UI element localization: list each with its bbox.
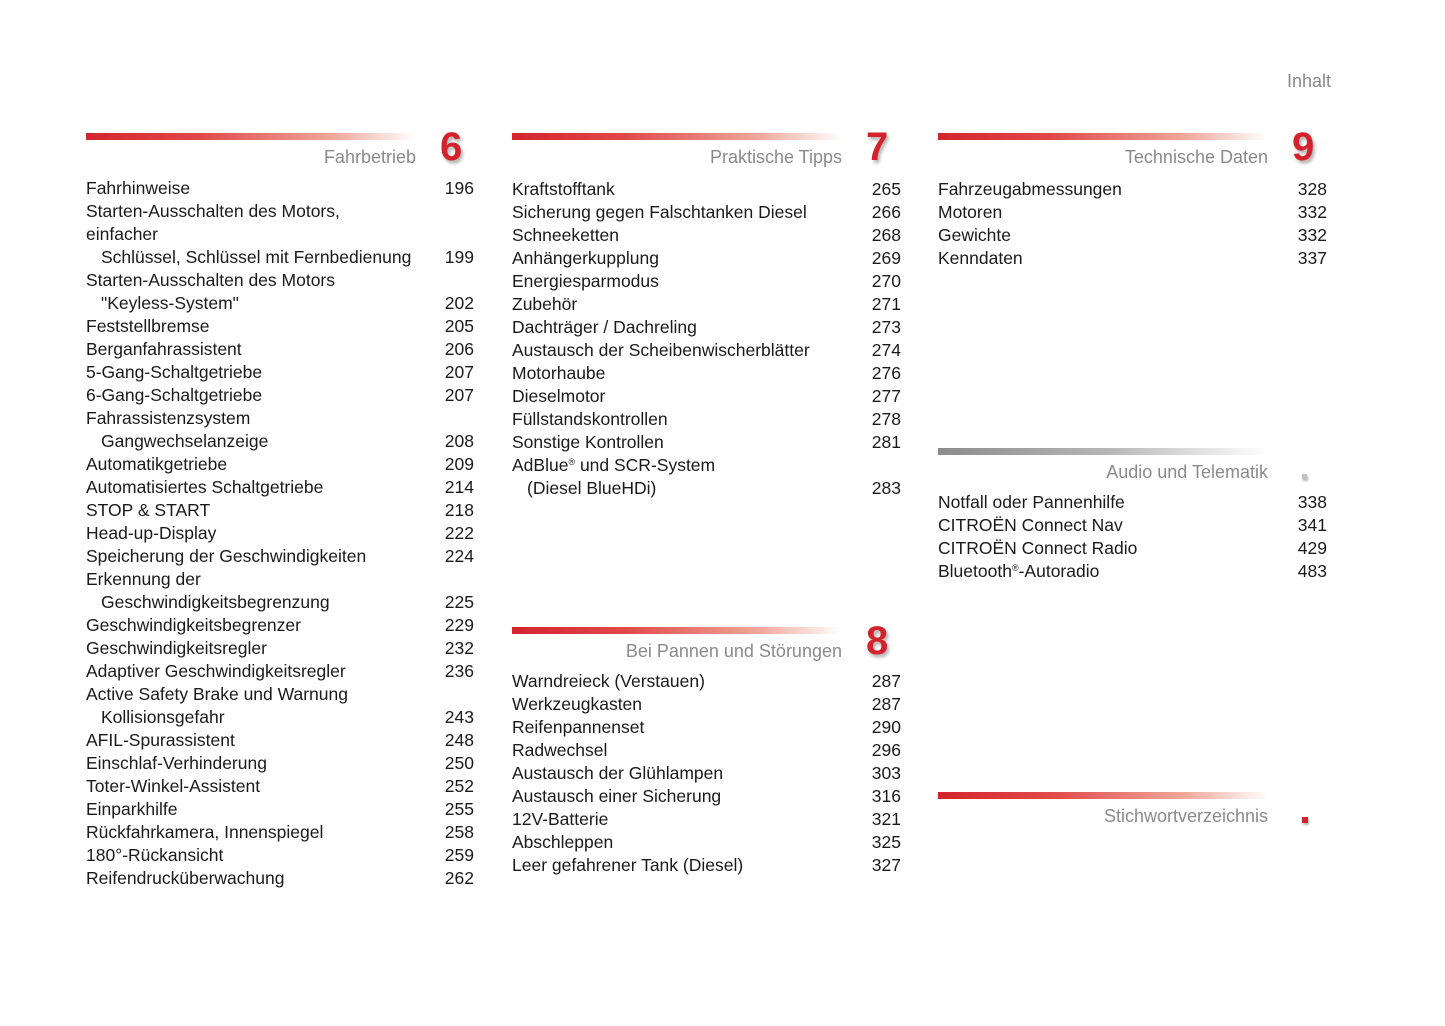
toc-entry[interactable]: Adaptiver Geschwindigkeitsregler 236 xyxy=(86,661,474,681)
toc-entry[interactable]: CITROËN Connect Radio 429 xyxy=(938,538,1327,558)
toc-entry[interactable]: Gewichte 332 xyxy=(938,225,1327,245)
toc-entry[interactable]: Geschwindigkeitsbegrenzer 229 xyxy=(86,615,474,635)
section-marker xyxy=(1302,817,1308,823)
section-title[interactable]: Audio und Telematik xyxy=(1106,462,1268,482)
section-bar xyxy=(86,133,416,140)
toc-list xyxy=(512,670,901,877)
toc-entry-adblue[interactable]: AdBlue® und SCR-System (Diesel BlueHDi) 283 xyxy=(512,455,901,498)
toc-entry[interactable]: Leer gefahrener Tank (Diesel) 327 xyxy=(512,855,901,875)
toc-entry[interactable]: 12V-Batterie 321 xyxy=(512,809,901,829)
toc-entry[interactable]: Dachträger / Dachreling 273 xyxy=(512,317,901,337)
toc-entry[interactable]: Sonstige Kontrollen 281 xyxy=(512,432,901,452)
section-title[interactable]: Bei Pannen und Störungen xyxy=(625,641,842,661)
toc-entry-bluetooth[interactable]: Bluetooth®-Autoradio 483 xyxy=(938,561,1327,581)
section-marker xyxy=(1302,474,1307,479)
toc-entry[interactable]: Head-up-Display 222 xyxy=(86,523,474,543)
toc-entry[interactable]: Zubehör 271 xyxy=(512,294,901,314)
toc-entry[interactable]: Berganfahrassistent 206 xyxy=(86,339,474,359)
toc-entry[interactable]: Starten-Ausschalten des Motors, einfacher Schlüssel, Schlüssel mit Fernbedienung 199 xyxy=(86,201,474,267)
section-audio-telematik xyxy=(938,448,1327,583)
toc-entry[interactable]: Notfall oder Pannenhilfe 338 xyxy=(938,492,1327,512)
toc-entry[interactable]: 6-Gang-Schaltgetriebe 207 xyxy=(86,385,474,405)
toc-entry[interactable]: STOP & START 218 xyxy=(86,500,474,520)
toc-entry[interactable]: Fahrhinweise 196 xyxy=(86,178,474,198)
toc-list xyxy=(938,178,1327,270)
section-number[interactable]: 8 xyxy=(866,619,889,663)
section-bar xyxy=(938,448,1268,455)
toc-entry[interactable]: Schneeketten 268 xyxy=(512,225,901,245)
toc-entry[interactable]: Active Safety Brake und Warnung Kollisionsgefahr 243 xyxy=(86,684,474,727)
toc-entry[interactable]: Erkennung der Geschwindigkeitsbegrenzung 225 xyxy=(86,569,474,612)
toc-entry[interactable]: Warndreieck (Verstauen) 287 xyxy=(512,671,901,691)
toc-entry[interactable]: 180°-Rückansicht 259 xyxy=(86,845,474,865)
toc-entry[interactable]: Anhängerkupplung 269 xyxy=(512,248,901,268)
toc-entry[interactable]: Feststellbremse 205 xyxy=(86,316,474,336)
toc-entry[interactable]: Toter-Winkel-Assistent 252 xyxy=(86,776,474,796)
toc-entry[interactable]: Sicherung gegen Falschtanken Diesel 266 xyxy=(512,202,901,222)
toc-entry[interactable]: Abschleppen 325 xyxy=(512,832,901,852)
toc-entry[interactable]: Einparkhilfe 255 xyxy=(86,799,474,819)
section-fahrbetrieb xyxy=(86,125,474,890)
toc-entry[interactable]: Energiesparmodus 270 xyxy=(512,271,901,291)
section-bar xyxy=(512,133,842,140)
toc-entry[interactable]: Austausch der Scheibenwischerblätter 274 xyxy=(512,340,901,360)
toc-entry[interactable]: Motoren 332 xyxy=(938,202,1327,222)
section-pannen xyxy=(512,619,901,877)
section-header xyxy=(86,125,474,183)
section-title[interactable]: Technische Daten xyxy=(1124,147,1268,167)
toc-entry[interactable]: Motorhaube 276 xyxy=(512,363,901,383)
toc-entry[interactable]: Dieselmotor 277 xyxy=(512,386,901,406)
section-number[interactable]: 9 xyxy=(1292,125,1315,169)
toc-entry[interactable]: Geschwindigkeitsregler 232 xyxy=(86,638,474,658)
toc-entry[interactable]: Werkzeugkasten 287 xyxy=(512,694,901,714)
toc-list xyxy=(512,178,901,500)
toc-entry[interactable]: 5-Gang-Schaltgetriebe 207 xyxy=(86,362,474,382)
section-header xyxy=(938,125,1327,183)
toc-entry[interactable]: Radwechsel 296 xyxy=(512,740,901,760)
section-number[interactable]: 6 xyxy=(440,125,463,169)
toc-entry[interactable]: Austausch der Glühlampen 303 xyxy=(512,763,901,783)
section-number[interactable]: 7 xyxy=(866,125,889,169)
section-bar xyxy=(938,133,1268,140)
section-technische-daten xyxy=(938,125,1327,270)
toc-list xyxy=(86,177,474,890)
toc-entry[interactable]: Austausch einer Sicherung 316 xyxy=(512,786,901,806)
toc-entry[interactable]: AFIL-Spurassistent 248 xyxy=(86,730,474,750)
page-header-title: Inhalt xyxy=(1286,71,1331,91)
toc-entry[interactable]: Kraftstofftank 265 xyxy=(512,179,901,199)
toc-entry[interactable]: Füllstandskontrollen 278 xyxy=(512,409,901,429)
section-header xyxy=(512,125,901,183)
section-title[interactable]: Fahrbetrieb xyxy=(323,147,416,167)
section-bar xyxy=(938,792,1268,799)
section-title[interactable]: Stichwortverzeichnis xyxy=(1103,806,1268,826)
section-header xyxy=(938,792,1327,842)
section-title[interactable]: Praktische Tipps xyxy=(709,147,842,167)
toc-entry[interactable]: Automatisiertes Schaltgetriebe 214 xyxy=(86,477,474,497)
toc-entry[interactable]: CITROËN Connect Nav 341 xyxy=(938,515,1327,535)
section-stichwortverzeichnis xyxy=(938,792,1327,842)
section-praktische-tipps xyxy=(512,125,901,500)
toc-entry[interactable]: Speicherung der Geschwindigkeiten 224 xyxy=(86,546,474,566)
toc-entry[interactable]: Automatikgetriebe 209 xyxy=(86,454,474,474)
toc-entry[interactable]: Reifendrucküberwachung 262 xyxy=(86,868,474,888)
toc-entry[interactable]: Starten-Ausschalten des Motors "Keyless-System" 202 xyxy=(86,270,474,313)
toc-entry[interactable]: Rückfahrkamera, Innenspiegel 258 xyxy=(86,822,474,842)
toc-entry[interactable]: Kenndaten 337 xyxy=(938,248,1327,268)
toc-entry[interactable]: Reifenpannenset 290 xyxy=(512,717,901,737)
toc-list xyxy=(938,491,1327,583)
section-bar xyxy=(512,627,842,634)
toc-entry[interactable]: Fahrzeugabmessungen 328 xyxy=(938,179,1327,199)
toc-entry[interactable]: Einschlaf-Verhinderung 250 xyxy=(86,753,474,773)
toc-entry[interactable]: Fahrassistenzsystem Gangwechselanzeige 208 xyxy=(86,408,474,451)
